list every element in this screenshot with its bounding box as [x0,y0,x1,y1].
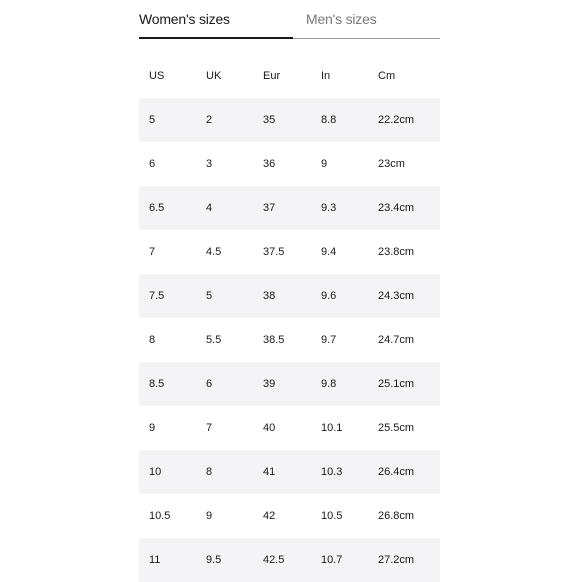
size-tabs [139,0,440,39]
table-row [139,230,440,274]
table-header-row [139,54,440,98]
cell-cm: 26.8cm [378,510,415,522]
cell-in: 10.1 [321,422,343,434]
cell-uk: 5.5 [206,334,222,346]
table-row [139,98,440,142]
cell-us: 8 [149,334,156,346]
cell-us: 10 [139,450,196,494]
cell-cm: 24.7cm [378,334,415,346]
cell-in: 10.5 [321,510,343,522]
cell-eur: 42.5 [253,538,311,582]
cell-eur: 38.5 [263,334,285,346]
cell-us: 7.5 [139,274,196,318]
cell-in: 8.8 [311,98,368,142]
cell-in: 9 [321,158,328,170]
table-row [139,406,440,450]
cell-us: 11 [139,538,196,582]
cell-in: 9.8 [311,362,368,406]
cell-in: 9.4 [321,246,337,258]
table-row [139,538,440,582]
tab-mens-sizes[interactable]: Men's sizes [293,0,440,39]
tab-womens-sizes[interactable]: Women's sizes [139,0,293,39]
cell-eur: 37.5 [263,246,285,258]
cell-uk: 9 [206,510,213,522]
cell-uk: 4 [196,186,253,230]
cell-eur: 39 [253,362,311,406]
cell-us: 7 [149,246,156,258]
cell-us: 5 [139,98,196,142]
cell-uk: 5 [196,274,253,318]
cell-us: 9 [149,422,156,434]
cell-cm: 26.4cm [368,450,440,494]
table-row [139,142,440,186]
cell-eur: 42 [263,510,276,522]
column-header-us: US [149,70,165,82]
column-header-uk: UK [206,70,222,82]
column-header-in: In [321,70,331,82]
cell-in: 10.3 [311,450,368,494]
cell-in: 10.7 [311,538,368,582]
cell-us: 10.5 [149,510,171,522]
table-body [139,98,440,582]
size-table [139,54,440,582]
table-row [139,362,440,406]
cell-eur: 38 [253,274,311,318]
size-chart [139,0,440,582]
table-row [139,494,440,538]
cell-in: 9.7 [321,334,337,346]
table-row [139,274,440,318]
cell-cm: 25.1cm [368,362,440,406]
cell-uk: 6 [196,362,253,406]
cell-eur: 37 [253,186,311,230]
cell-cm: 23.8cm [378,246,415,258]
cell-uk: 8 [196,450,253,494]
cell-in: 9.6 [311,274,368,318]
cell-cm: 23.4cm [368,186,440,230]
cell-uk: 4.5 [206,246,222,258]
cell-eur: 36 [263,158,276,170]
cell-in: 9.3 [311,186,368,230]
cell-eur: 41 [253,450,311,494]
cell-eur: 35 [253,98,311,142]
table-row [139,318,440,362]
cell-us: 6 [149,158,156,170]
cell-cm: 27.2cm [368,538,440,582]
column-header-eur: Eur [263,70,281,82]
cell-us: 6.5 [139,186,196,230]
cell-cm: 23cm [378,158,405,170]
cell-uk: 2 [196,98,253,142]
table-row [139,186,440,230]
cell-cm: 25.5cm [378,422,415,434]
cell-uk: 9.5 [196,538,253,582]
cell-uk: 7 [206,422,213,434]
cell-us: 8.5 [139,362,196,406]
table-row [139,450,440,494]
cell-cm: 22.2cm [368,98,440,142]
column-header-cm: Cm [378,70,396,82]
cell-eur: 40 [263,422,276,434]
cell-uk: 3 [206,158,213,170]
cell-cm: 24.3cm [368,274,440,318]
